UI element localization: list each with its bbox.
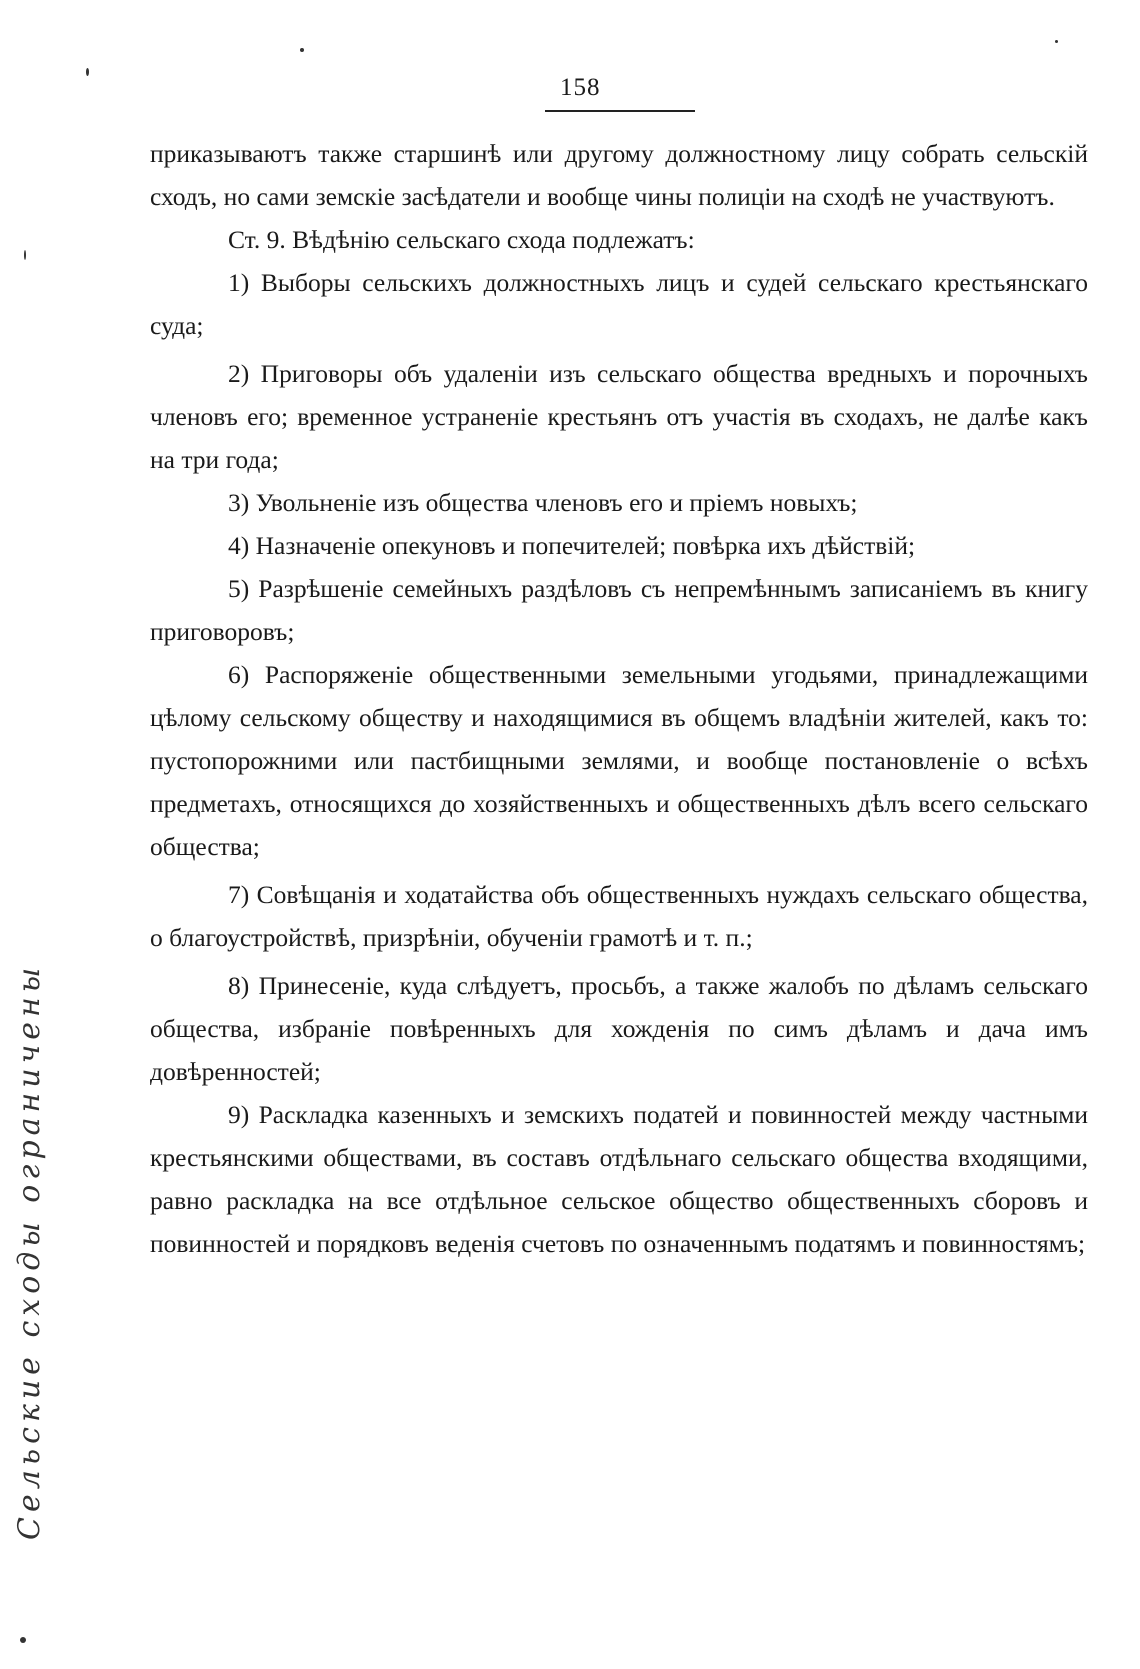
paragraph-item-2: 2) Приговоры объ удаленіи изъ сельскаго общества вредныхъ и порочныхъ членовъ его; временное устраненіе крестьянъ отъ участія въ сходахъ, не далѣе какъ на три года; <box>150 359 1088 474</box>
paragraph-item-5: 5) Разрѣшеніе семейныхъ раздѣловъ съ непремѣннымъ записаніемъ въ книгу приговоровъ; <box>150 574 1088 646</box>
paragraph-intro: приказываютъ также старшинѣ или другому должностному лицу собрать сельскій сходъ, но сами земскіе засѣдатели и вообще чины полиціи на сходѣ не участвуютъ. <box>150 139 1088 211</box>
paragraph-article-9: Ст. 9. Вѣдѣнію сельскаго схода подлежатъ: <box>228 225 695 254</box>
ink-speck <box>20 1637 26 1643</box>
paragraph-item-8: 8) Принесеніе, куда слѣдуетъ, просьбъ, а также жалобъ по дѣламъ сельскаго общества, избраніе повѣренныхъ для хожденія по симъ дѣламъ и дача имъ довѣренностей; <box>150 971 1088 1086</box>
paragraph-item-7: 7) Совѣщанія и ходатайства объ общественныхъ нуждахъ сельскаго общества, о благоустройствѣ, призрѣніи, обученіи грамотѣ и т. п.; <box>150 880 1088 952</box>
ink-speck <box>300 48 304 52</box>
paragraph-item-1: 1) Выборы сельскихъ должностныхъ лицъ и судей сельскаго крестьянскаго суда; <box>150 268 1088 340</box>
page-number: 158 <box>560 74 601 101</box>
ink-speck <box>24 250 26 260</box>
handwritten-margin-note: Сельские сходы ограничены <box>12 962 47 1540</box>
text-column <box>150 132 1088 1265</box>
ink-speck <box>1055 40 1058 43</box>
paragraph-item-9: 9) Раскладка казенныхъ и земскихъ податей и повинностей между частными крестьянскими обществами, въ составъ отдѣльнаго сельскаго общества входящими, равно раскладка на все отдѣльное сельское общество общественныхъ сборовъ и повинностей и порядковъ веденія счетовъ по означеннымъ податямъ и повинностямъ; <box>150 1100 1088 1258</box>
paragraph-item-6: 6) Распоряженіе общественными земельными угодьями, принадлежащими цѣлому сельскому обществу и находящимися въ общемъ владѣніи жителей, какъ то: пустопорожними или пастбищными землями, и вообще постановленіе о всѣхъ предметахъ, относящихся до хозяйственныхъ и общественныхъ дѣлъ всего сельскаго общества; <box>150 660 1088 861</box>
paragraph-item-4: 4) Назначеніе опекуновъ и попечителей; повѣрка ихъ дѣйствій; <box>228 531 916 560</box>
page-number-rule <box>545 110 695 112</box>
paragraph-item-3: 3) Увольненіе изъ общества членовъ его и пріемъ новыхъ; <box>228 488 858 517</box>
ink-speck <box>86 68 89 76</box>
